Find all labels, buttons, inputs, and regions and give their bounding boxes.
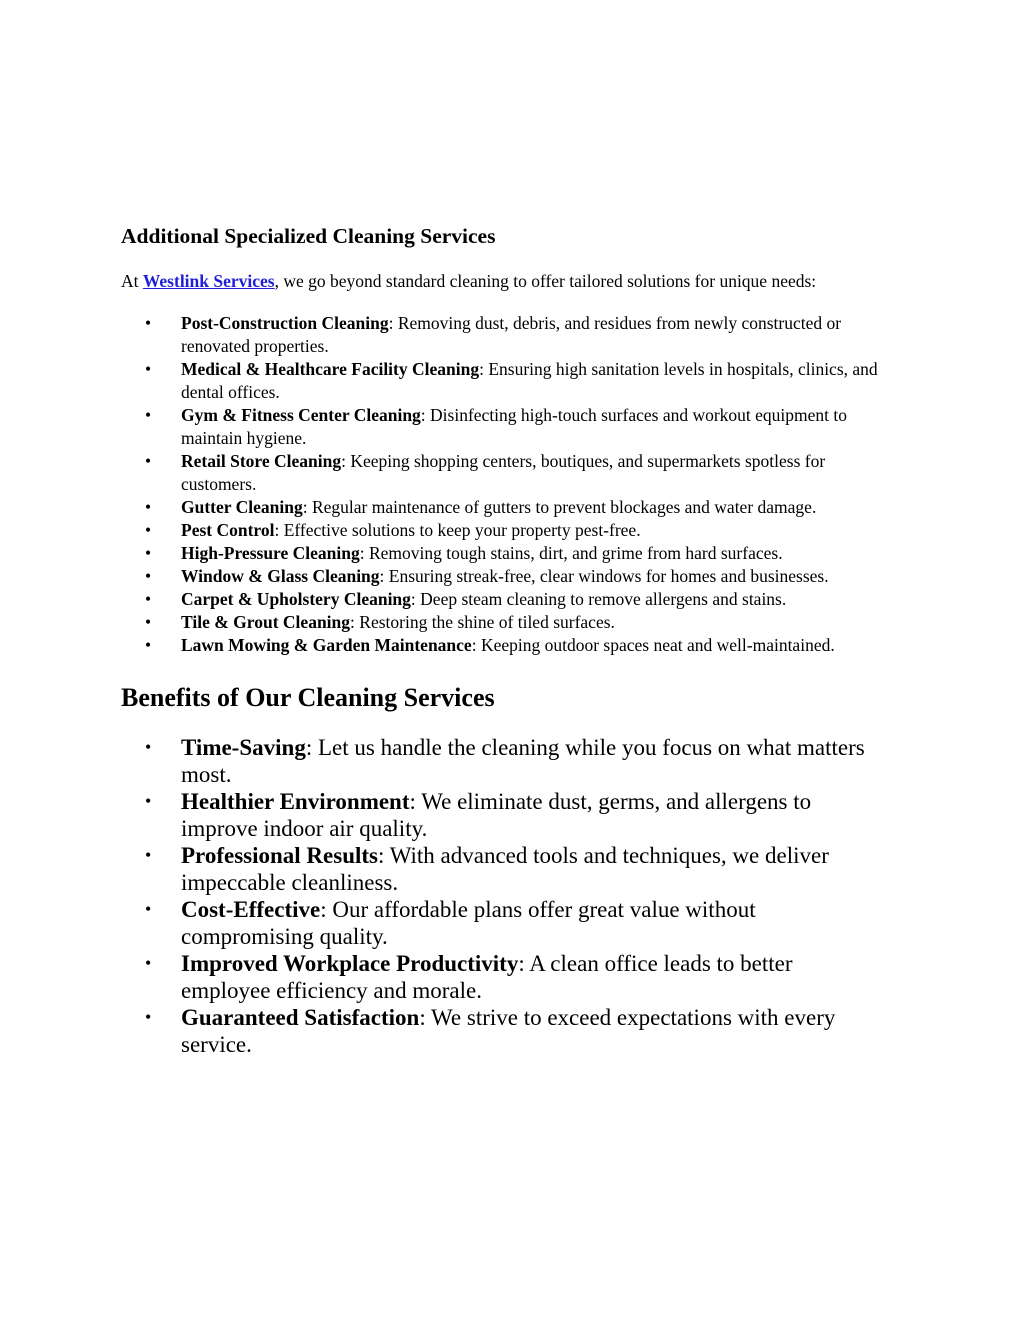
document-page (121, 222, 901, 1058)
bullet-icon: • (145, 589, 152, 609)
item-description: : Removing tough stains, dirt, and grime from hard surfaces. (359, 543, 783, 563)
bullet-icon: • (145, 737, 152, 757)
item-term: Healthier Environment (181, 789, 410, 814)
item-term: Guaranteed Satisfaction (181, 1005, 420, 1030)
list-item (121, 565, 896, 588)
list-item (121, 542, 896, 565)
bullet-icon: • (145, 1007, 152, 1027)
list-item (121, 358, 896, 404)
intro-suffix: , we go beyond standard cleaning to offer tailored solutions for unique needs: (274, 271, 817, 291)
item-term: Medical & Healthcare Facility Cleaning (181, 359, 480, 379)
list-item (121, 734, 881, 788)
list-item (121, 896, 881, 950)
item-description: : Our affordable plans offer great value without compromising quality. (181, 897, 756, 949)
item-description: : Effective solutions to keep your property pest-free. (274, 520, 641, 540)
list-item (121, 312, 896, 358)
list-item (121, 450, 896, 496)
item-term: Carpet & Upholstery Cleaning (181, 589, 411, 609)
list-item (121, 611, 896, 634)
list-item (121, 1004, 881, 1058)
item-term: Professional Results (181, 843, 378, 868)
bullet-icon: • (145, 359, 152, 379)
item-term: Cost-Effective (181, 897, 321, 922)
list-item (121, 404, 896, 450)
intro-prefix: At (121, 271, 143, 291)
list-item (121, 496, 896, 519)
item-description: : Ensuring streak-free, clear windows for homes and businesses. (379, 566, 829, 586)
item-description: : Deep steam cleaning to remove allergens and stains. (410, 589, 787, 609)
bullet-icon: • (145, 543, 152, 563)
bullet-icon: • (145, 313, 152, 333)
item-description: : Ensuring high sanitation levels in hospitals, clinics, and dental offices. (181, 359, 878, 402)
item-description: : Disinfecting high-touch surfaces and workout equipment to maintain hygiene. (181, 405, 848, 448)
specialized-services-list (121, 312, 901, 657)
list-item (121, 950, 881, 1004)
list-item (121, 519, 896, 542)
bullet-icon: • (145, 405, 152, 425)
section-heading-benefits: Benefits of Our Cleaning Services (121, 683, 495, 712)
item-term: Window & Glass Cleaning (181, 566, 380, 586)
list-item (121, 588, 896, 611)
westlink-services-link[interactable]: Westlink Services (142, 271, 275, 291)
bullet-icon: • (145, 612, 152, 632)
item-term: Post-Construction Cleaning (181, 313, 389, 333)
item-term: Time-Saving (181, 735, 306, 760)
item-term: Pest Control (181, 520, 275, 540)
list-item (121, 634, 896, 657)
item-description: : Removing dust, debris, and residues from newly constructed or renovated properties. (181, 313, 842, 356)
item-term: Improved Workplace Productivity (181, 951, 519, 976)
item-description: : Keeping outdoor spaces neat and well-maintained. (471, 635, 835, 655)
bullet-icon: • (145, 635, 152, 655)
item-description: : We strive to exceed expectations with every service. (181, 1005, 836, 1057)
item-term: Tile & Grout Cleaning (181, 612, 351, 632)
item-description: : With advanced tools and techniques, we deliver impeccable cleanliness. (181, 843, 829, 895)
benefits-list (121, 734, 901, 1058)
item-term: Gym & Fitness Center Cleaning (181, 405, 421, 425)
bullet-icon: • (145, 497, 152, 517)
intro-paragraph (121, 270, 881, 293)
bullet-icon: • (145, 791, 152, 811)
item-term: Gutter Cleaning (181, 497, 303, 517)
bullet-icon: • (145, 566, 152, 586)
item-term: Lawn Mowing & Garden Maintenance (181, 635, 472, 655)
bullet-icon: • (145, 899, 152, 919)
item-description: : Keeping shopping centers, boutiques, and supermarkets spotless for customers. (181, 451, 826, 494)
item-description: : Restoring the shine of tiled surfaces. (350, 612, 615, 632)
item-description: : A clean office leads to better employee efficiency and morale. (181, 951, 793, 1003)
bullet-icon: • (145, 520, 152, 540)
section-heading-specialized-services: Additional Specialized Cleaning Services (121, 224, 496, 248)
item-description: : Regular maintenance of gutters to prevent blockages and water damage. (302, 497, 817, 517)
list-item (121, 788, 881, 842)
item-description: : Let us handle the cleaning while you focus on what matters most. (181, 735, 865, 787)
bullet-icon: • (145, 845, 152, 865)
list-item (121, 842, 881, 896)
bullet-icon: • (145, 451, 152, 471)
bullet-icon: • (145, 953, 152, 973)
item-term: Retail Store Cleaning (181, 451, 342, 471)
item-term: High-Pressure Cleaning (181, 543, 360, 563)
item-description: : We eliminate dust, germs, and allergens to improve indoor air quality. (181, 789, 812, 841)
